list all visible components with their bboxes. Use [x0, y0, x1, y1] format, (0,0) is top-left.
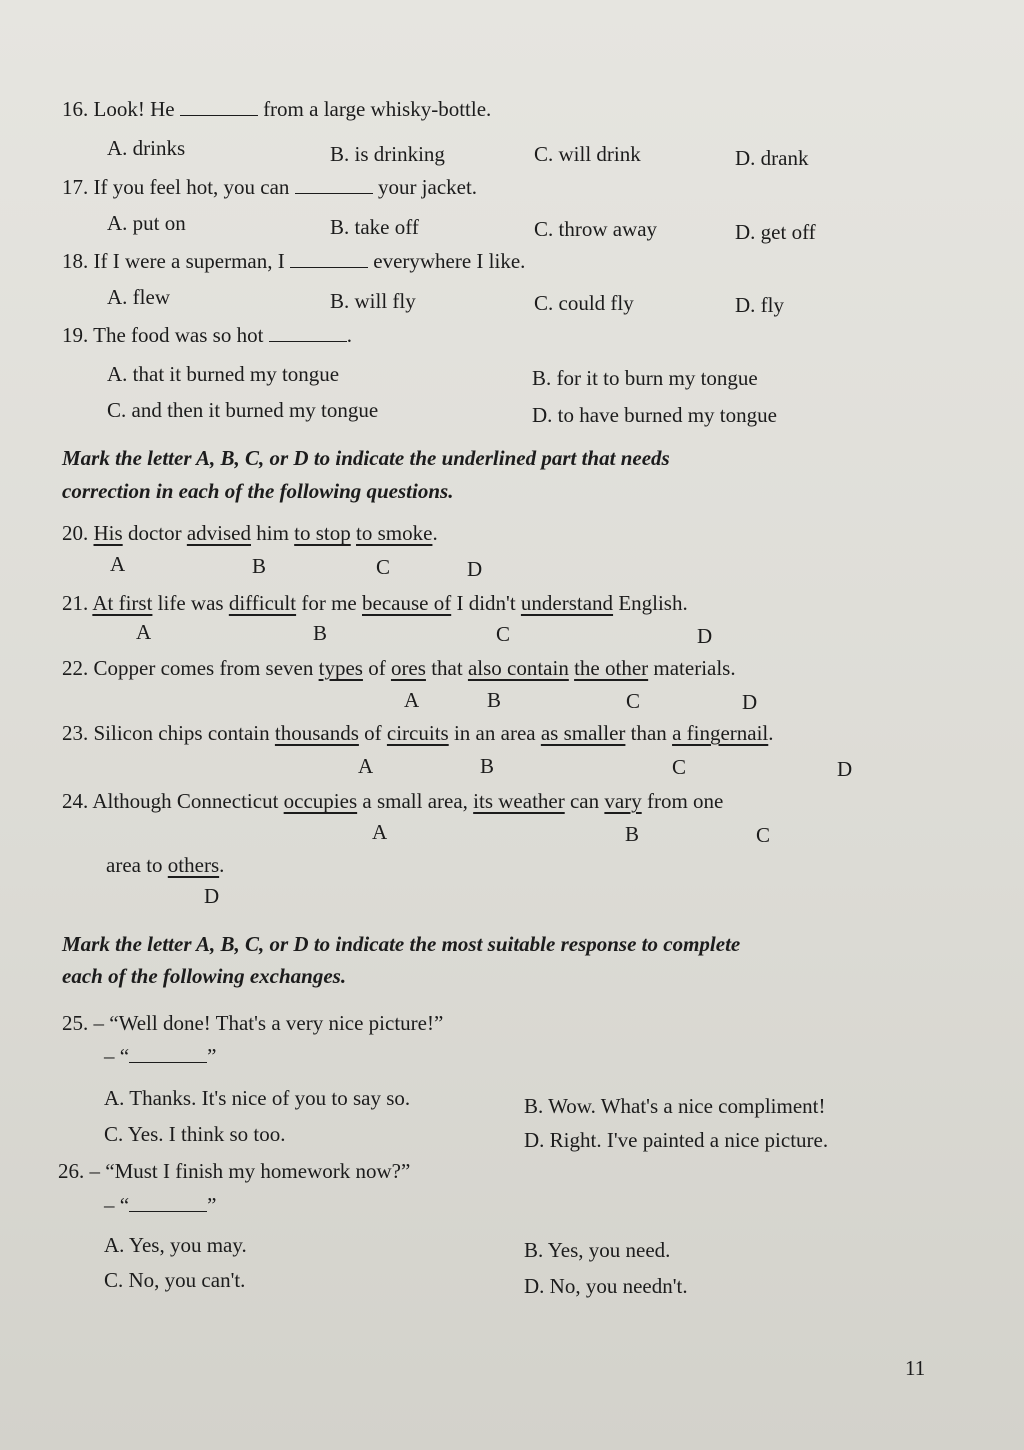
question-number: 24. [62, 789, 89, 813]
option-a: A. flew [107, 285, 170, 309]
question-text: from a large whisky-bottle. [263, 97, 492, 121]
underlined-part-c: as smaller [540, 721, 626, 745]
dialogue-reply [104, 1192, 216, 1218]
option-a: A. Yes, you may. [104, 1233, 247, 1257]
option-c: C. No, you can't. [104, 1268, 246, 1292]
option-c: C. throw away [534, 217, 658, 241]
question-text: for me [296, 591, 362, 615]
option-b: B. is drinking [330, 142, 445, 166]
option-d: D. drank [735, 146, 809, 170]
option-letter-b: B [313, 621, 328, 645]
question-17 [62, 174, 477, 200]
question-number: 22. [62, 656, 89, 680]
underlined-part-d: to smoke [356, 521, 433, 545]
dialogue-prompt: – “Must I finish my homework now?” [89, 1159, 411, 1183]
option-b: B. for it to burn my tongue [532, 366, 758, 390]
question-number: 20. [62, 521, 89, 545]
question-text: that [425, 656, 468, 680]
question-text: Copper comes from seven [93, 656, 319, 680]
underlined-part-a: types [318, 656, 363, 680]
answer-blank [295, 175, 373, 194]
question-number: 16. [62, 97, 89, 121]
question-text: him [251, 521, 295, 545]
option-a: A. that it burned my tongue [107, 362, 340, 386]
question-text: can [564, 789, 605, 813]
question-text: . [768, 721, 774, 745]
question-text: than [625, 721, 673, 745]
underlined-part-d: others [167, 853, 220, 877]
option-letter-c: C [376, 555, 391, 579]
option-letter-d: D [697, 624, 713, 648]
underlined-part-c: vary [604, 789, 642, 813]
answer-blank [129, 1044, 207, 1063]
underlined-part-a: thousands [274, 721, 359, 745]
option-letter-a: A [404, 688, 420, 712]
question-text: of [358, 721, 387, 745]
section-instruction: each of the following exchanges. [62, 964, 347, 988]
underlined-part-d: understand [520, 591, 614, 615]
question-24-continued [106, 852, 224, 878]
question-number: 21. [62, 591, 89, 615]
question-text: from one [641, 789, 724, 813]
underlined-part-b: its weather [473, 789, 565, 813]
question-text: your jacket. [377, 175, 478, 199]
underlined-part-a: His [93, 521, 123, 545]
option-letter-b: B [487, 688, 502, 712]
question-text: . [346, 323, 352, 347]
option-letter-c: C [626, 689, 641, 713]
question-number: 18. [62, 249, 89, 273]
question-text: If you feel hot, you can [93, 175, 290, 199]
question-text: The food was so hot [93, 323, 264, 347]
question-text: materials. [648, 656, 736, 680]
option-letter-a: A [110, 552, 126, 576]
question-22 [62, 655, 736, 681]
option-c: C. could fly [534, 291, 634, 315]
option-letter-d: D [742, 690, 758, 714]
question-21 [62, 590, 688, 616]
question-23 [62, 720, 774, 746]
underlined-part-d: the other [574, 656, 649, 680]
option-d: D. No, you needn't. [524, 1274, 688, 1298]
reply-open-quote: – “ [104, 1193, 130, 1217]
option-c: C. will drink [534, 142, 641, 166]
question-text: If I were a superman, I [93, 249, 285, 273]
question-text: English. [613, 591, 688, 615]
answer-blank [269, 323, 347, 342]
dialogue-reply [104, 1043, 216, 1069]
underlined-part-d: a fingernail [672, 721, 769, 745]
option-letter-b: B [252, 554, 267, 578]
question-text: Look! He [93, 97, 175, 121]
question-number: 17. [62, 175, 89, 199]
reply-close-quote: ” [207, 1193, 217, 1217]
section-instruction: Mark the letter A, B, C, or D to indicate the underlined part that needs [62, 446, 670, 470]
option-letter-a: A [372, 820, 388, 844]
question-number: 25. [62, 1011, 89, 1035]
question-text: life was [152, 591, 229, 615]
option-letter-a: A [136, 620, 152, 644]
question-text: Silicon chips contain [93, 721, 275, 745]
question-20 [62, 520, 438, 546]
question-16 [62, 96, 491, 122]
option-a: A. drinks [107, 136, 186, 160]
option-b: B. will fly [330, 289, 416, 313]
option-a: A. Thanks. It's nice of you to say so. [104, 1086, 411, 1110]
underlined-part-c: to stop [294, 521, 351, 545]
option-a: A. put on [107, 211, 186, 235]
question-text: everywhere I like. [373, 249, 526, 273]
option-c: C. Yes. I think so too. [104, 1122, 286, 1146]
question-text: doctor [122, 521, 187, 545]
question-text: Although Connecticut [92, 789, 284, 813]
option-d: D. to have burned my tongue [532, 403, 777, 427]
question-text: . [219, 853, 225, 877]
question-text: a small area, [357, 789, 474, 813]
question-text: area to [106, 853, 168, 877]
question-24 [62, 788, 723, 814]
question-text: . [432, 521, 438, 545]
option-d: D. get off [735, 220, 816, 244]
underlined-part-a: occupies [283, 789, 358, 813]
option-letter-d: D [837, 757, 853, 781]
section-instruction: correction in each of the following questions. [62, 479, 454, 503]
underlined-part-b: advised [186, 521, 251, 545]
page-number: 11 [905, 1356, 926, 1380]
option-letter-b: B [480, 754, 495, 778]
dialogue-prompt: – “Well done! That's a very nice picture!” [93, 1011, 444, 1035]
underlined-part-b: circuits [386, 721, 449, 745]
question-number: 19. [62, 323, 89, 347]
option-d: D. Right. I've painted a nice picture. [524, 1128, 829, 1152]
underlined-part-b: difficult [228, 591, 297, 615]
section-instruction: Mark the letter A, B, C, or D to indicate the most suitable response to complete [62, 932, 741, 956]
option-letter-d: D [204, 884, 220, 908]
option-letter-c: C [672, 755, 687, 779]
option-b: B. Yes, you need. [524, 1238, 671, 1262]
question-18 [62, 248, 525, 274]
question-text: in an area [448, 721, 541, 745]
option-c: C. and then it burned my tongue [107, 398, 379, 422]
option-letter-a: A [358, 754, 374, 778]
option-d: D. fly [735, 293, 784, 317]
underlined-part-c: also contain [467, 656, 569, 680]
answer-blank [180, 97, 258, 116]
option-b: B. take off [330, 215, 419, 239]
reply-close-quote: ” [207, 1044, 217, 1068]
question-number: 26. [58, 1159, 85, 1183]
option-letter-b: B [625, 822, 640, 846]
underlined-part-c: because of [362, 591, 452, 615]
underlined-part-a: At first [92, 591, 153, 615]
option-b: B. Wow. What's a nice compliment! [524, 1094, 826, 1118]
option-letter-c: C [756, 823, 771, 847]
question-text: I didn't [451, 591, 521, 615]
answer-blank [129, 1193, 207, 1212]
question-26 [58, 1158, 410, 1184]
underlined-part-b: ores [390, 656, 426, 680]
question-25 [62, 1010, 443, 1036]
option-letter-c: C [496, 622, 511, 646]
question-19 [62, 322, 352, 348]
question-number: 23. [62, 721, 89, 745]
question-text: of [362, 656, 391, 680]
reply-open-quote: – “ [104, 1044, 130, 1068]
answer-blank [290, 249, 368, 268]
option-letter-d: D [467, 557, 483, 581]
